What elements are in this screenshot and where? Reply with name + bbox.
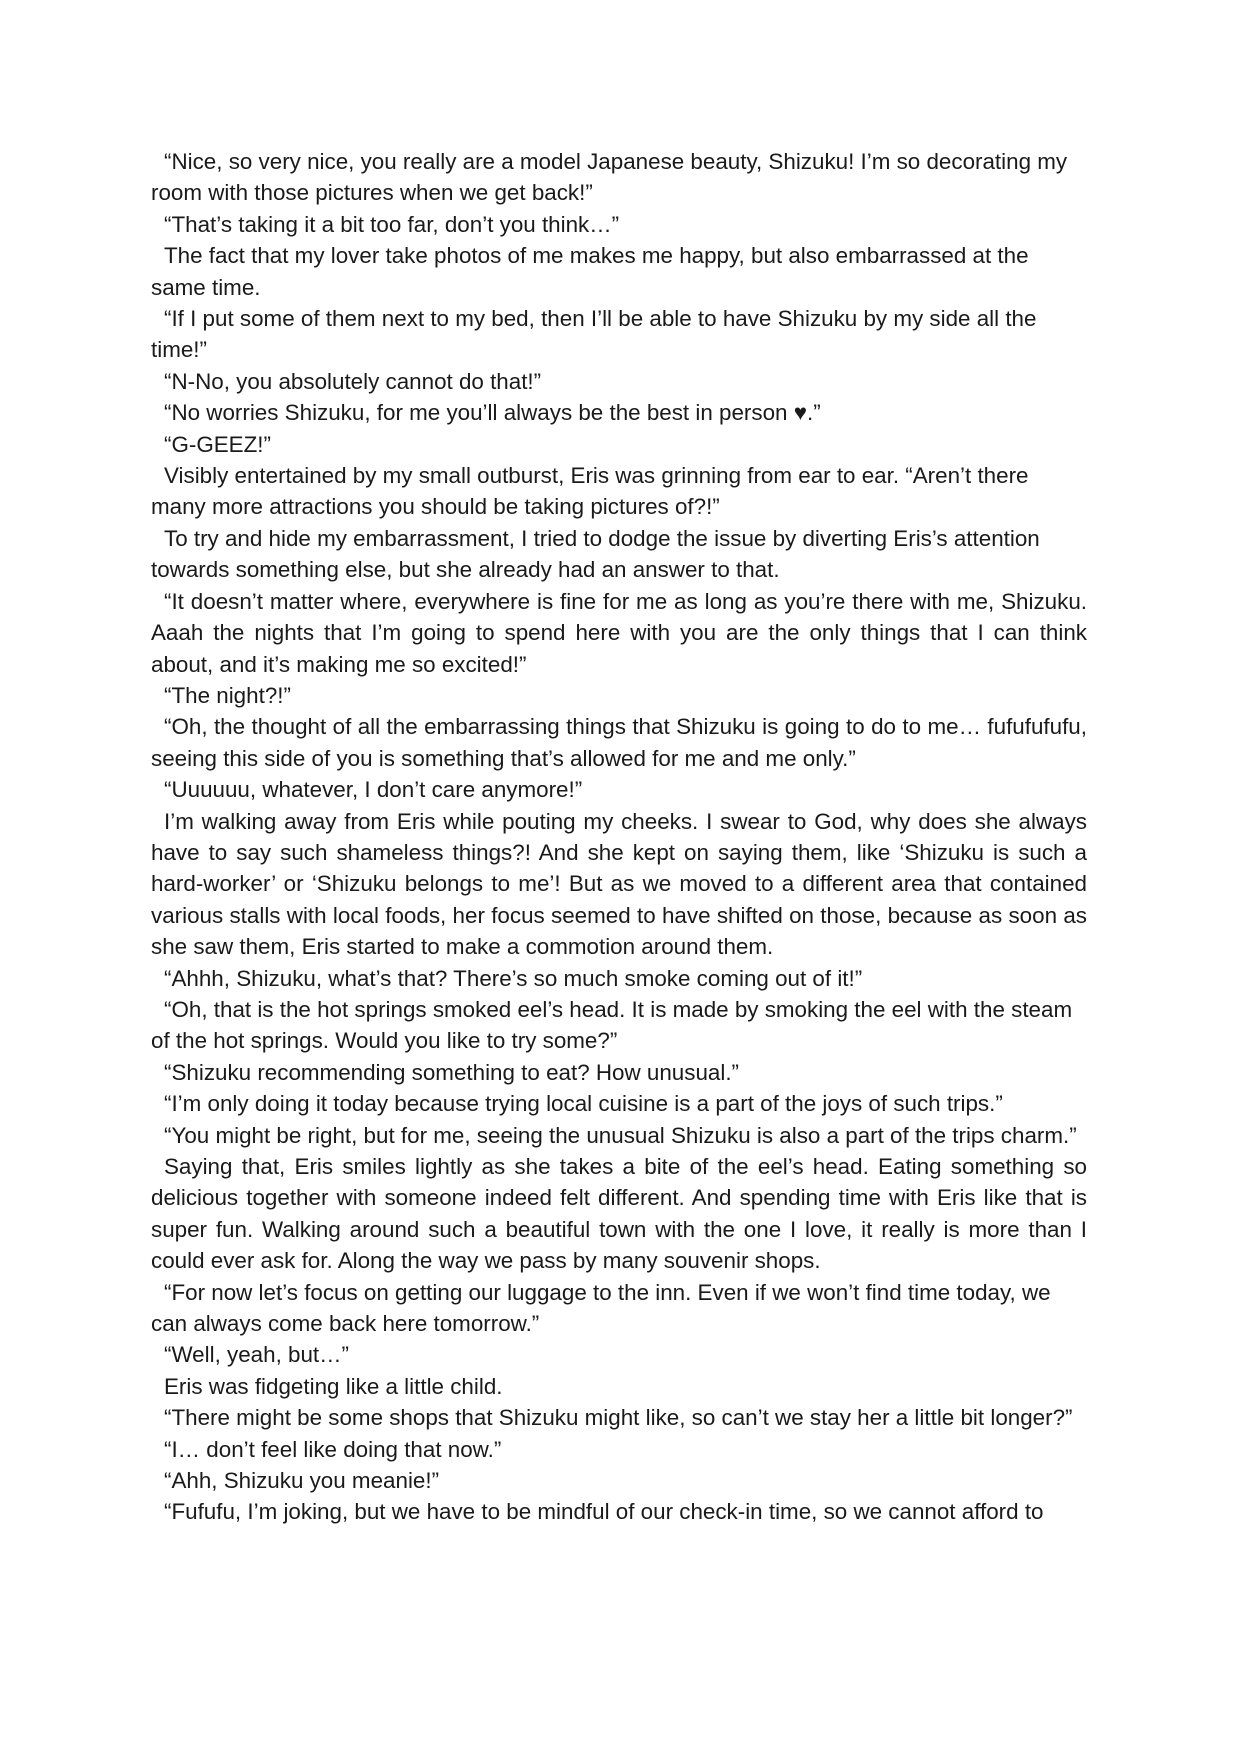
paragraph: “Shizuku recommending something to eat? How unusual.” [164, 1059, 739, 1085]
paragraph: “No worries Shizuku, for me you’ll always be the best in person ♥.” [164, 400, 821, 426]
paragraph: I’m walking away from Eris while pouting my cheeks. I swear to God, why does she always have to say such shameless things?! And she kept on saying them, like ‘Shizuku is such a hard-worker’ or ‘Shizuku belongs to me’! But as we moved to a different area that contained various stalls with local foods, her focus seemed to have shifted on those, because as soon as she saw them, Eris started to make a commotion around them. [151, 808, 1087, 960]
paragraph: “N-No, you absolutely cannot do that!” [164, 368, 542, 394]
paragraph: “G-GEEZ!” [164, 431, 271, 457]
paragraph: “Well, yeah, but…” [164, 1342, 349, 1368]
paragraph: “It doesn’t matter where, everywhere is fine for me as long as you’re there with me, Shizuku. Aaah the nights that I’m going to spend here with you are the only things that I can think about, and it’s making me so excited!” [151, 588, 1087, 677]
paragraph: Visibly entertained by my small outburst, Eris was grinning from ear to ear. “Aren’t there many more attractions you should be taking pictures of?!” [151, 463, 1029, 520]
paragraph: “I… don’t feel like doing that now.” [164, 1436, 502, 1462]
paragraph: “You might be right, but for me, seeing the unusual Shizuku is also a part of the trips charm.” [164, 1122, 1077, 1148]
paragraph: “Fufufu, I’m joking, but we have to be mindful of our check-in time, so we cannot afford to [164, 1499, 1044, 1525]
paragraph: “There might be some shops that Shizuku might like, so can’t we stay her a little bit longer?” [164, 1405, 1073, 1431]
paragraph: “Oh, the thought of all the embarrassing things that Shizuku is going to do to me… fufufufufu, seeing this side of you is something that’s allowed for me and me only.” [151, 714, 1087, 771]
paragraph: “If I put some of them next to my bed, then I’ll be able to have Shizuku by my side all the time!” [151, 306, 1037, 363]
paragraph: “Ahhh, Shizuku, what’s that? There’s so much smoke coming out of it!” [164, 965, 863, 991]
paragraph: “The night?!” [164, 682, 291, 708]
paragraph: “For now let’s focus on getting our luggage to the inn. Even if we won’t find time today, we can always come back here tomorrow.” [151, 1279, 1051, 1337]
paragraph: Eris was fidgeting like a little child. [164, 1373, 503, 1399]
body-text [151, 146, 1087, 1528]
paragraph: The fact that my lover take photos of me makes me happy, but also embarrassed at the same time. [151, 243, 1029, 300]
paragraph: “Nice, so very nice, you really are a model Japanese beauty, Shizuku! I’m so decorating my room with those pictures when we get back!” [151, 149, 1068, 206]
paragraph: Saying that, Eris smiles lightly as she takes a bite of the eel’s head. Eating something so delicious together with someone indeed felt different. And spending time with Eris like that is super fun. Walking around such a beautiful town with the one I love, it really is more than I could ever ask for. Along the way we pass by many souvenir shops. [151, 1154, 1087, 1274]
paragraph: “I’m only doing it today because trying local cuisine is a part of the joys of such trips.” [164, 1091, 1003, 1117]
paragraph: “Uuuuuu, whatever, I don’t care anymore!” [164, 777, 583, 803]
paragraph: To try and hide my embarrassment, I tried to dodge the issue by diverting Eris’s attention towards something else, but she already had an answer to that. [151, 525, 1040, 583]
paragraph: “That’s taking it a bit too far, don’t you think…” [164, 211, 620, 237]
paragraph: “Ahh, Shizuku you meanie!” [164, 1468, 440, 1494]
paragraph: “Oh, that is the hot springs smoked eel’s head. It is made by smoking the eel with the steam of the hot springs. Would you like to try some?” [151, 996, 1073, 1054]
